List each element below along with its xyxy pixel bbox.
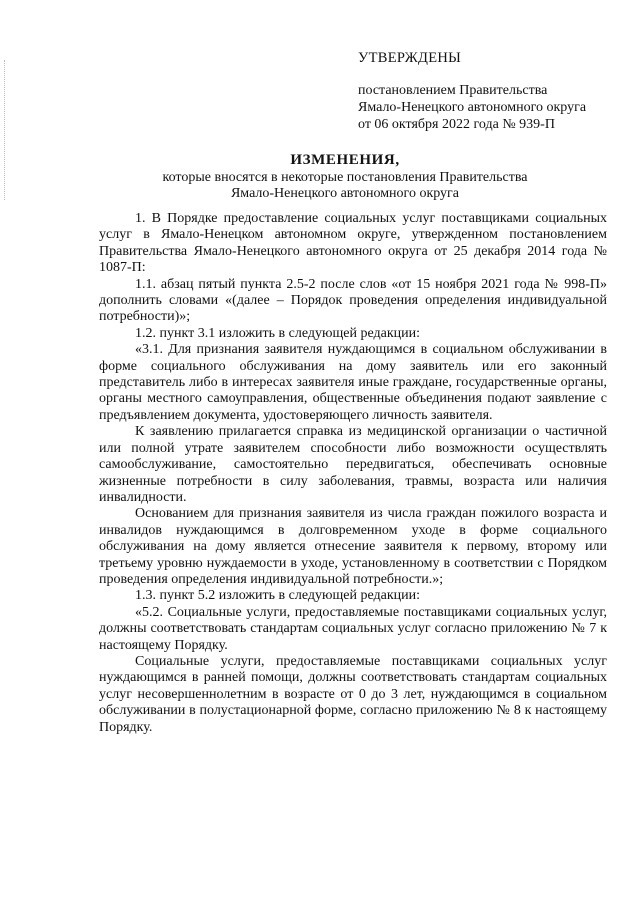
document-title: ИЗМЕНЕНИЯ, [290,152,400,168]
paragraph: К заявлению прилагается справка из медицинской организации о частичной или полной утрате заявителем способности либо возможности осуществлять самообслуживание, самостоятельно передвигаться, обеспечивать основные жизненные потребности в силу заболевания, травмы, возраста или наличия инвалидности. [99,424,607,505]
approval-line: постановлением Правительства [358,83,548,98]
paragraph: Основанием для признания заявителя из числа граждан пожилого возраста и инвалидов нуждающимся в долговременном уходе в форме социального обслуживания на дому является отнесение заявителя к первому, второму или третьему уровню нуждаемости в уходе, установленному в соответствии с Порядком проведения определения индивидуальной потребности.»; [99,506,607,587]
approval-stamp [358,50,628,133]
paragraph: 1.1. абзац пятый пункта 2.5-2 после слов «от 15 ноября 2021 года № 998-П» дополнить словами «(далее – Порядок проведения определения индивидуальной потребности)»; [99,276,607,325]
paragraph: 1. В Порядке предоставление социальных услуг поставщиками социальных услуг в Ямало-Ненецком автономном округе, утвержденном постановлением Правительства Ямало-Ненецкого автономного округа от 25 декабря 2014 года № 1087-П: [99,211,607,276]
paragraph: «3.1. Для признания заявителя нуждающимся в социальном обслуживании в форме социального обслуживания на дому заявитель или его законный представитель либо в интересах заявителя иные граждане, государственные органы, органы местного самоуправления, общественные объединения подают заявление с предъявлением документа, удостоверяющего личность заявителя. [99,342,607,423]
document-subtitle-line: которые вносятся в некоторые постановления Правительства [162,170,528,185]
approval-line: от 06 октября 2022 года № 939-П [358,117,555,132]
paragraph: «5.2. Социальные услуги, предоставляемые поставщиками социальных услуг, должны соответствовать стандартам социальных услуг согласно приложению № 7 к настоящему Порядку. [99,604,607,653]
approval-heading: УТВЕРЖДЕНЫ [358,50,462,66]
document-subtitle-line: Ямало-Ненецкого автономного округа [230,186,460,201]
approval-line: Ямало-Ненецкого автономного округа [358,100,587,115]
document-body [99,211,607,736]
document-title-block [100,152,590,202]
paragraph: Социальные услуги, предоставляемые поставщиками социальных услуг нуждающимся в ранней помощи, должны соответствовать стандартам социальных услуг несовершеннолетним в возрасте от 0 до 3 лет, нуждающимся в социальном обслуживании в полустационарной форме, согласно приложению № 8 к настоящему Порядку. [99,653,607,735]
paragraph: 1.3. пункт 5.2 изложить в следующей редакции: [135,588,420,604]
scan-edge-marks [4,60,6,200]
paragraph: 1.2. пункт 3.1 изложить в следующей редакции: [135,325,420,341]
